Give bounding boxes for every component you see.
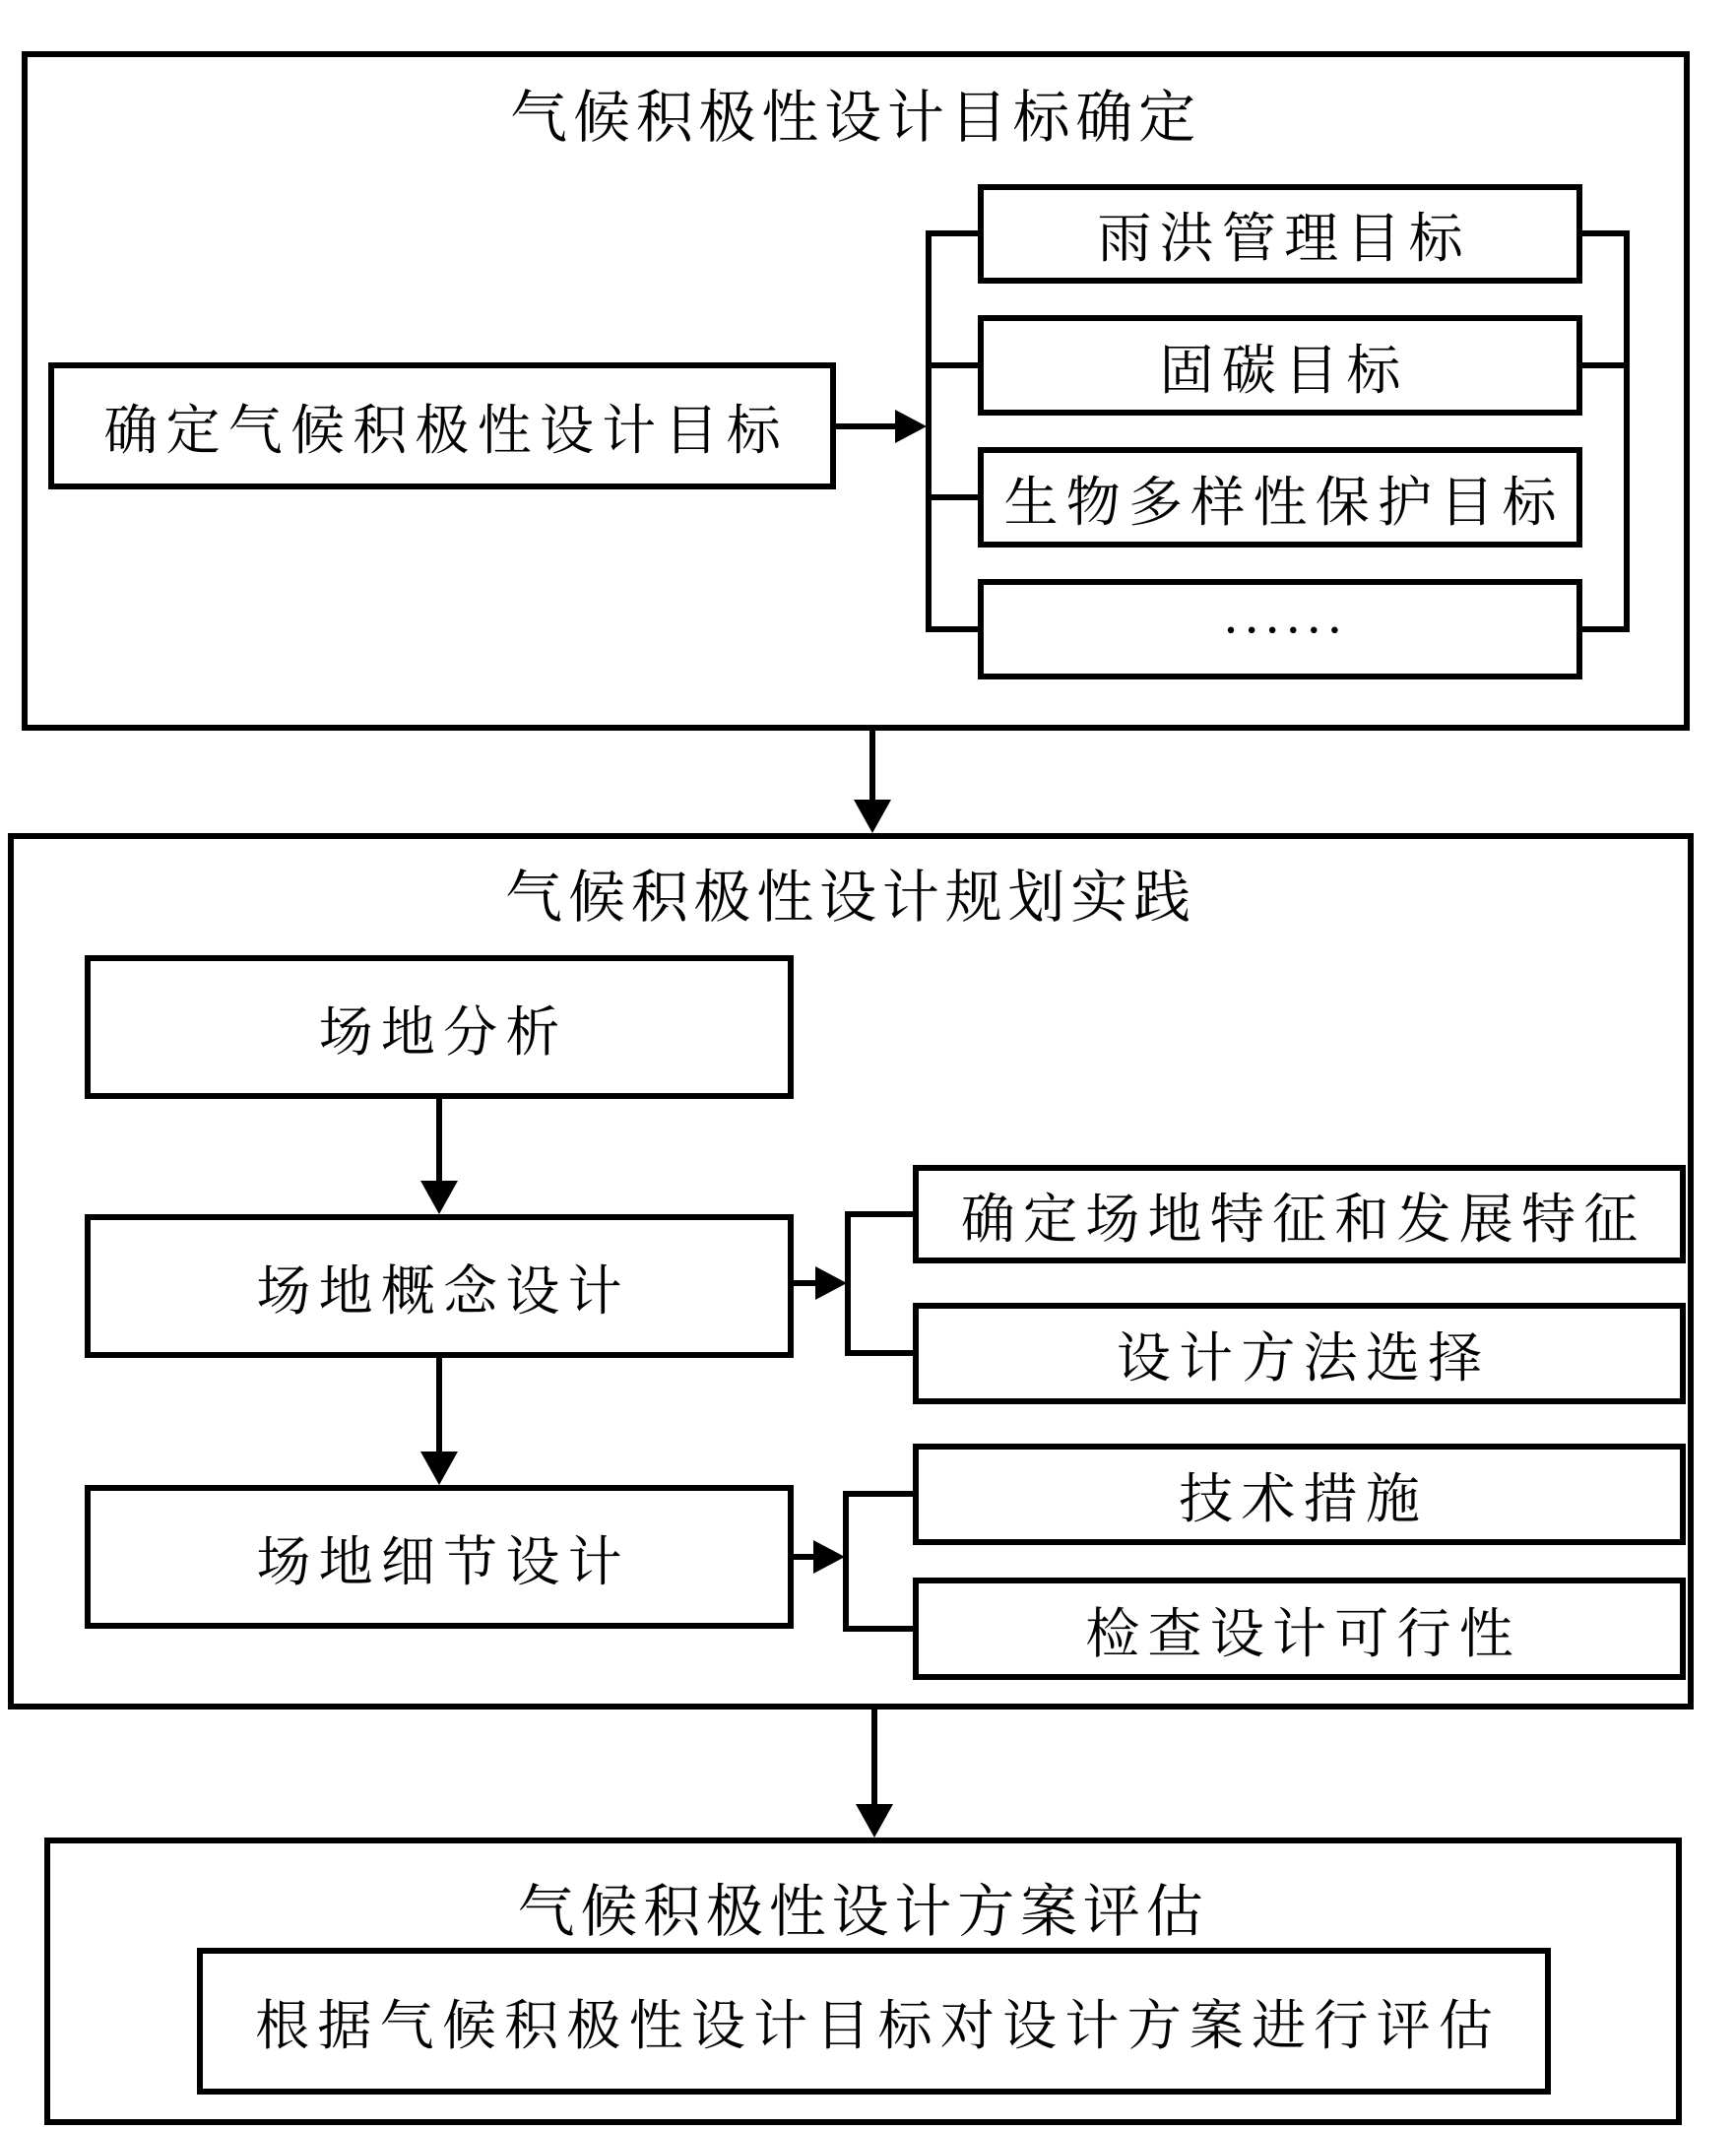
node-site-characteristics-label: 确定场地特征和发展特征 (960, 1189, 1646, 1250)
section-goal-determination-title: 气候积极性设计目标确定 (510, 86, 1201, 150)
node-method-selection-label: 设计方法选择 (1116, 1328, 1491, 1388)
goal-bracket-left-stub-3 (926, 494, 981, 500)
goal-bracket-left-stub-2 (926, 362, 981, 368)
node-site-analysis (85, 955, 794, 1099)
goal-bracket-right-stub-2 (1576, 362, 1630, 368)
section-evaluation-title: 气候积极性设计方案评估 (517, 1880, 1209, 1944)
node-more-goals (978, 579, 1582, 679)
arrow-right-icon-3 (813, 1540, 845, 1574)
node-evaluate-scheme-label: 根据气候积极性设计目标对设计方案进行评估 (255, 1996, 1502, 2056)
node-check-feasibility-label: 检查设计可行性 (1085, 1603, 1521, 1664)
goal-bracket-right-vertical (1624, 230, 1630, 632)
goal-bracket-left-stub-4 (926, 626, 981, 632)
node-determine-goals-label: 确定气候积极性设计目标 (103, 401, 789, 461)
detail-bracket-stub-2 (843, 1626, 919, 1632)
node-more-goals-label: ······ (1221, 599, 1347, 660)
arrow-s2-s3-line (871, 1710, 877, 1806)
node-technical-measures-label: 技术措施 (1179, 1469, 1429, 1529)
node-stormwater-goal (978, 184, 1582, 284)
node-biodiversity-goal-label: 生物多样性保护目标 (1003, 472, 1565, 533)
node-carbon-goal-label: 固碳目标 (1159, 340, 1409, 401)
arrow-s1-s2-line (869, 731, 875, 802)
node-carbon-goal (978, 315, 1582, 416)
arrow-analysis-concept-line (436, 1099, 442, 1183)
goal-bracket-right-stub-1 (1576, 230, 1630, 236)
node-site-analysis-label: 场地分析 (318, 1001, 568, 1063)
concept-bracket-stub-2 (845, 1350, 919, 1356)
arrow-down-icon-4 (856, 1804, 893, 1838)
node-check-feasibility (913, 1578, 1686, 1680)
concept-bracket-stub-1 (845, 1211, 919, 1217)
arrow-down-icon-1 (854, 800, 891, 833)
goal-bracket-left-vertical (926, 230, 932, 632)
node-site-characteristics (913, 1165, 1686, 1263)
node-detail-design (85, 1485, 794, 1629)
node-stormwater-goal-label: 雨洪管理目标 (1097, 209, 1471, 269)
arrow-down-icon-2 (420, 1181, 458, 1214)
detail-bracket-vertical (843, 1491, 849, 1632)
arrow-down-icon-3 (420, 1452, 458, 1485)
node-evaluate-scheme (197, 1948, 1551, 2095)
node-concept-design-label: 场地概念设计 (256, 1260, 630, 1322)
concept-bracket-vertical (845, 1211, 851, 1356)
node-method-selection (913, 1303, 1686, 1404)
arrow-right-icon-2 (815, 1266, 847, 1300)
goal-bracket-left-stub-1 (926, 230, 981, 236)
arrow-goals-line (836, 423, 899, 429)
section-planning-practice-title: 气候积极性设计规划实践 (505, 866, 1196, 930)
node-biodiversity-goal (978, 447, 1582, 548)
node-detail-design-label: 场地细节设计 (256, 1531, 630, 1592)
arrow-right-icon (895, 410, 927, 443)
node-technical-measures (913, 1444, 1686, 1545)
node-determine-goals (48, 362, 836, 489)
node-concept-design (85, 1214, 794, 1358)
detail-bracket-stub-1 (843, 1491, 919, 1497)
goal-bracket-right-stub-4 (1576, 626, 1630, 632)
arrow-concept-detail-line (436, 1358, 442, 1453)
